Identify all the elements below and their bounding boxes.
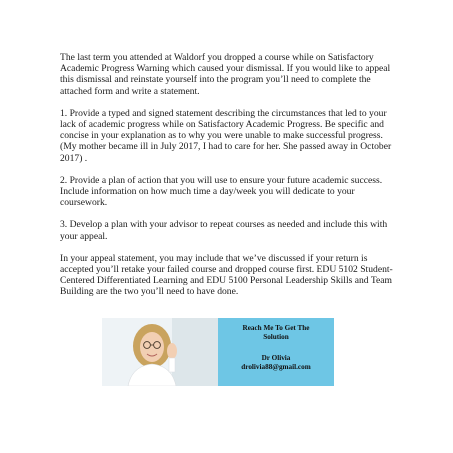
woman-photo	[102, 318, 218, 386]
contact-heading-line-2: Solution	[263, 333, 289, 341]
contact-email: drolivia88@gmail.com	[241, 363, 311, 371]
contact-panel	[218, 318, 334, 386]
step-1-paragraph: 1. Provide a typed and signed statement describing the circumstances that led to your lack of academic progress while on Satisfactory Academic Progress. Be specific and concise in your explanation as to why you were unable to make successful progress.	[60, 107, 387, 142]
intro-paragraph: The last term you attended at Waldorf you dropped a course while on Satisfactory Academic Progress Warning which caused your dismissal. If you would like to appeal this dismissal and reinstate yourself into the program you’ll need to complete the attached form and write a statement.	[60, 52, 391, 97]
step-2-paragraph: 2. Provide a plan of action that you will use to ensure your future academic success. Include information on how much time a day/week you will dedicate to your coursework.	[60, 174, 383, 209]
contact-details	[218, 354, 334, 372]
step-3-paragraph: 3. Develop a plan with your advisor to repeat courses as needed and include this with your appeal.	[60, 219, 388, 242]
contact-name: Dr Olivia	[261, 354, 291, 362]
document-body	[60, 52, 400, 309]
appeal-statement-paragraph: In your appeal statement, you may include that we’ve discussed if your return is accepted you’ll retake your failed course and dropped course first. EDU 5102 Student-Centered Differentiated Learning and EDU 5100 Personal Leadership Skills and Team Building are the two you’ll need to have done.	[60, 252, 393, 298]
contact-heading-line-1: Reach Me To Get The	[242, 324, 310, 332]
contact-heading	[218, 324, 334, 342]
contact-banner	[102, 318, 334, 386]
personal-note-paragraph: (My mother became ill in July 2017, I had to care for her. She passed away in October 2017) .	[60, 141, 392, 164]
